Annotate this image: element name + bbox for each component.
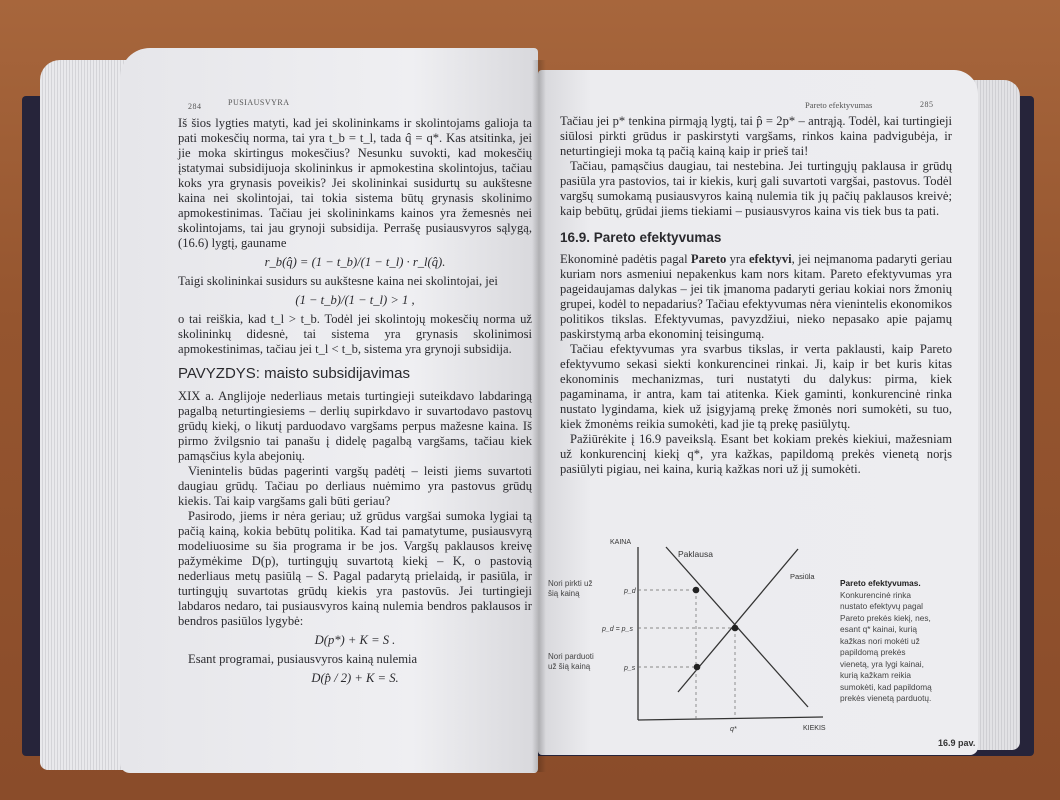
paragraph: Tačiau efektyvumas yra svarbus tikslas, ir verta paklausti, kaip Pareto efektyvumo sekasi siekti konkurencinei rinkai. Ji, kaip ir bet kuris kitas ekonominis mechanizmas, turi nustatyti du dalykus: pirma, kiek pagaminama, ir antra, kam tai atitenka. Kiek gaminti, konkurencinė rinka nustato lygindama, kiek už įsigyjamą prekę žmonės nori sumokėti, su tuo, kiek žmonėms reikia sumokėti, kad jie tą prekę pasiūlytų.: [560, 342, 952, 431]
paragraph: Esant programai, pusiausvyros kainą nulemia: [188, 652, 418, 666]
equation: D(p*) + K = S .: [314, 633, 396, 647]
x-axis-label: KIEKIS: [803, 725, 826, 732]
x-axis: [638, 717, 823, 720]
text: Ekonominė padėtis pagal: [560, 252, 691, 266]
left-page-text: [178, 116, 532, 690]
supply-point: [694, 664, 701, 671]
supply-demand-figure: [598, 535, 838, 735]
pd-label: p_d: [624, 588, 636, 595]
paragraph: [560, 252, 952, 342]
bold-term: Pareto: [690, 252, 727, 266]
text: , jei neįmanoma padaryti geriau kuriam nors asmeniui nepakenkus kam nors kitam. Pareto efektyvumas yra pageidaujamas dalykas – jei tik įmanoma padaryti geriau kokiai nors žmonių grupei, kodėl to nepadarius? Tačiau efektyvumas nėra vienintelis ekonomikos politikos tikslas. Efektyvumas, pavyzdžiui, nieko nepasako apie pajamų paskirstymą arba ekonominį teisingumą.: [560, 252, 952, 341]
paragraph: Pasirodo, jiems ir nėra geriau; už grūdus vargšai sumoka lygiai tą pačią kainą, kokia bebūtų politika. Kad tai pamatytume, pusiausvyrą modeliuosime su šia programa ir be jos. Vargšų paklausos kreivę pažymėkime D(p), turtingųjų suvartotą kiekį – K, o pastovią nederliaus metų pasiūlą – S. Pagal padarytą prielaidą, ir pasiūla, ir turtingųjų suvartotas grūdų kiekis yra pastovūs. Jei turtingieji labdaros nedaro, tai pusiausvyros kainą nulemia bendros paklausos ir bendros pasiūlos lygybė:: [178, 509, 532, 628]
paragraph: Pažiūrėkite į 16.9 paveikslą. Esant bet kokiam prekės kiekiui, mažesniam už konkurencinį kiekį q*, yra kažkas, papildomą prekės vienetą norįs pasiūlyti pigiau, nei kaina, kurią kažkas nori už jį sumokėti.: [560, 432, 952, 476]
guide-lines: [638, 590, 735, 719]
equation: D(p̂ / 2) + K = S.: [311, 671, 399, 685]
y-axis-label: KAINA: [610, 539, 632, 546]
running-head-right: Pareto efektyvumas: [805, 100, 873, 110]
figure-caption: [840, 578, 936, 705]
equation: (1 − t_b)/(1 − t_l) > 1 ,: [295, 293, 415, 307]
supply-label: Pasiūla: [790, 572, 815, 581]
page-number-left: 284: [188, 102, 202, 111]
paragraph: Vienintelis būdas pagerinti vargšų padėtį – leisti jiems suvartoti daugiau grūdų. Tačiau po derliaus nuėmimo yra pastovus grūdų kiekis. Tai kaip vargšams gali būti geriau?: [178, 464, 532, 508]
ps-label: p_s: [624, 665, 636, 672]
paragraph: XIX a. Anglijoje nederliaus metais turtingieji suteikdavo labdaringą pagalbą neturtingiesiems – derlių supirkdavo ir suvartodavo pastovų grūdų kiekį, o likutį parduodavo vargšams perpus mažesne kaina. Iš pirmo žvilgsnio tai panašu į didelę pagalbą vargšams, tačiau kiek pamąsčius kyla abejonių.: [178, 389, 532, 463]
side-label-sell: Nori parduoti už šią kainą: [548, 652, 594, 671]
page-number-right: 285: [920, 100, 934, 109]
paragraph: Tačiau, pamąsčius daugiau, tai nestebina. Jei turtingųjų paklausa ir grūdų pasiūla yra pastovios, tai ir kiekis, kurį gali suvartoti vargšai, pastovus. Todėl vargšų sumokamą pusiausvyros kainą nulemia tik jų pačių paklausos kreivė; kaip bebūtų, grūdai jiems tiekiami – pusiausvyros kaina vis tiek bus ta pati.: [560, 159, 952, 218]
paragraph: Iš šios lygties matyti, kad jei skolininkams ir skolintojams galioja ta pati mokesčių norma, tai yra t_b = t_l, tada q̂ = q*. Kas atsitinka, jei jie moka skirtingus mokesčius? Nesunku suvokti, kad mokesčių įstatymai subsidijuoja skolininkus ir apmokestina skolintojus, tačiau koks yra grynasis poveikis? Jei skolininkai susidurtų su aukštesne kaina nei skolintojai, tai tokia sistema būtų grynasis skolinimo apmokestinimas. Tačiau jei skolininkams kainos yra žemesnės nei skolintojams, tai jau grynoji subsidija. Perrašę pusiausvyros sąlygą, (16.6) lygtį, gauname: [178, 116, 532, 250]
right-page-text: [560, 114, 952, 477]
text: yra: [726, 252, 749, 266]
running-head-left: PUSIAUSVYRA: [228, 98, 290, 107]
q-star-label: q*: [730, 726, 737, 733]
caption-text: Konkurencinė rinka nustato efektyvų pagal Pareto prekės kiekį, nes, esant q* kainai, kurią kažkas nori mokėti už papildomą prekės vienetą, yra lygi kainai, kurią kažkam reikia sumokėti, kad papildomą prekės vienetą parduotų.: [840, 589, 932, 703]
figure-number: 16.9 pav.: [938, 738, 976, 748]
paragraph: Taigi skolininkai susidurs su aukštesne kaina nei skolintojai, jei: [178, 274, 498, 288]
paragraph: Tačiau jei p* tenkina pirmąją lygtį, tai p̂ = 2p* – antrąją. Todėl, kai turtingieji siūlosi pirkti grūdus ir paskirstyti vargšams, rinkos kaina padvigubėja, ir neturtingieji moka tą pačią kainą kaip ir prieš tai!: [560, 114, 952, 158]
demand-point: [693, 587, 700, 594]
section-heading: 16.9. Pareto efektyvumas: [560, 230, 722, 245]
caption-title: Pareto efektyvumas.: [840, 578, 921, 588]
book-gutter: [532, 60, 546, 772]
equilibrium-price-label: p_d = p_s: [602, 626, 633, 633]
paragraph: o tai reiškia, kad t_l > t_b. Todėl jei skolintojų mokesčių norma už skolininkų didesnė, tai sistema yra grynasis skolinimosi apmokestinimas, tačiau jei t_l < t_b, sistema yra grynoji subsidija.: [178, 312, 532, 356]
side-label-buy: Nori pirkti už šią kainą: [548, 579, 593, 598]
demand-label: Paklausa: [678, 549, 713, 559]
bold-term: efektyvi: [748, 252, 792, 266]
section-heading: PAVYZDYS: maisto subsidijavimas: [178, 365, 411, 382]
equilibrium-point: [732, 625, 739, 632]
equation: r_b(q̂) = (1 − t_b)/(1 − t_l) · r_l(q̂).: [264, 255, 446, 269]
